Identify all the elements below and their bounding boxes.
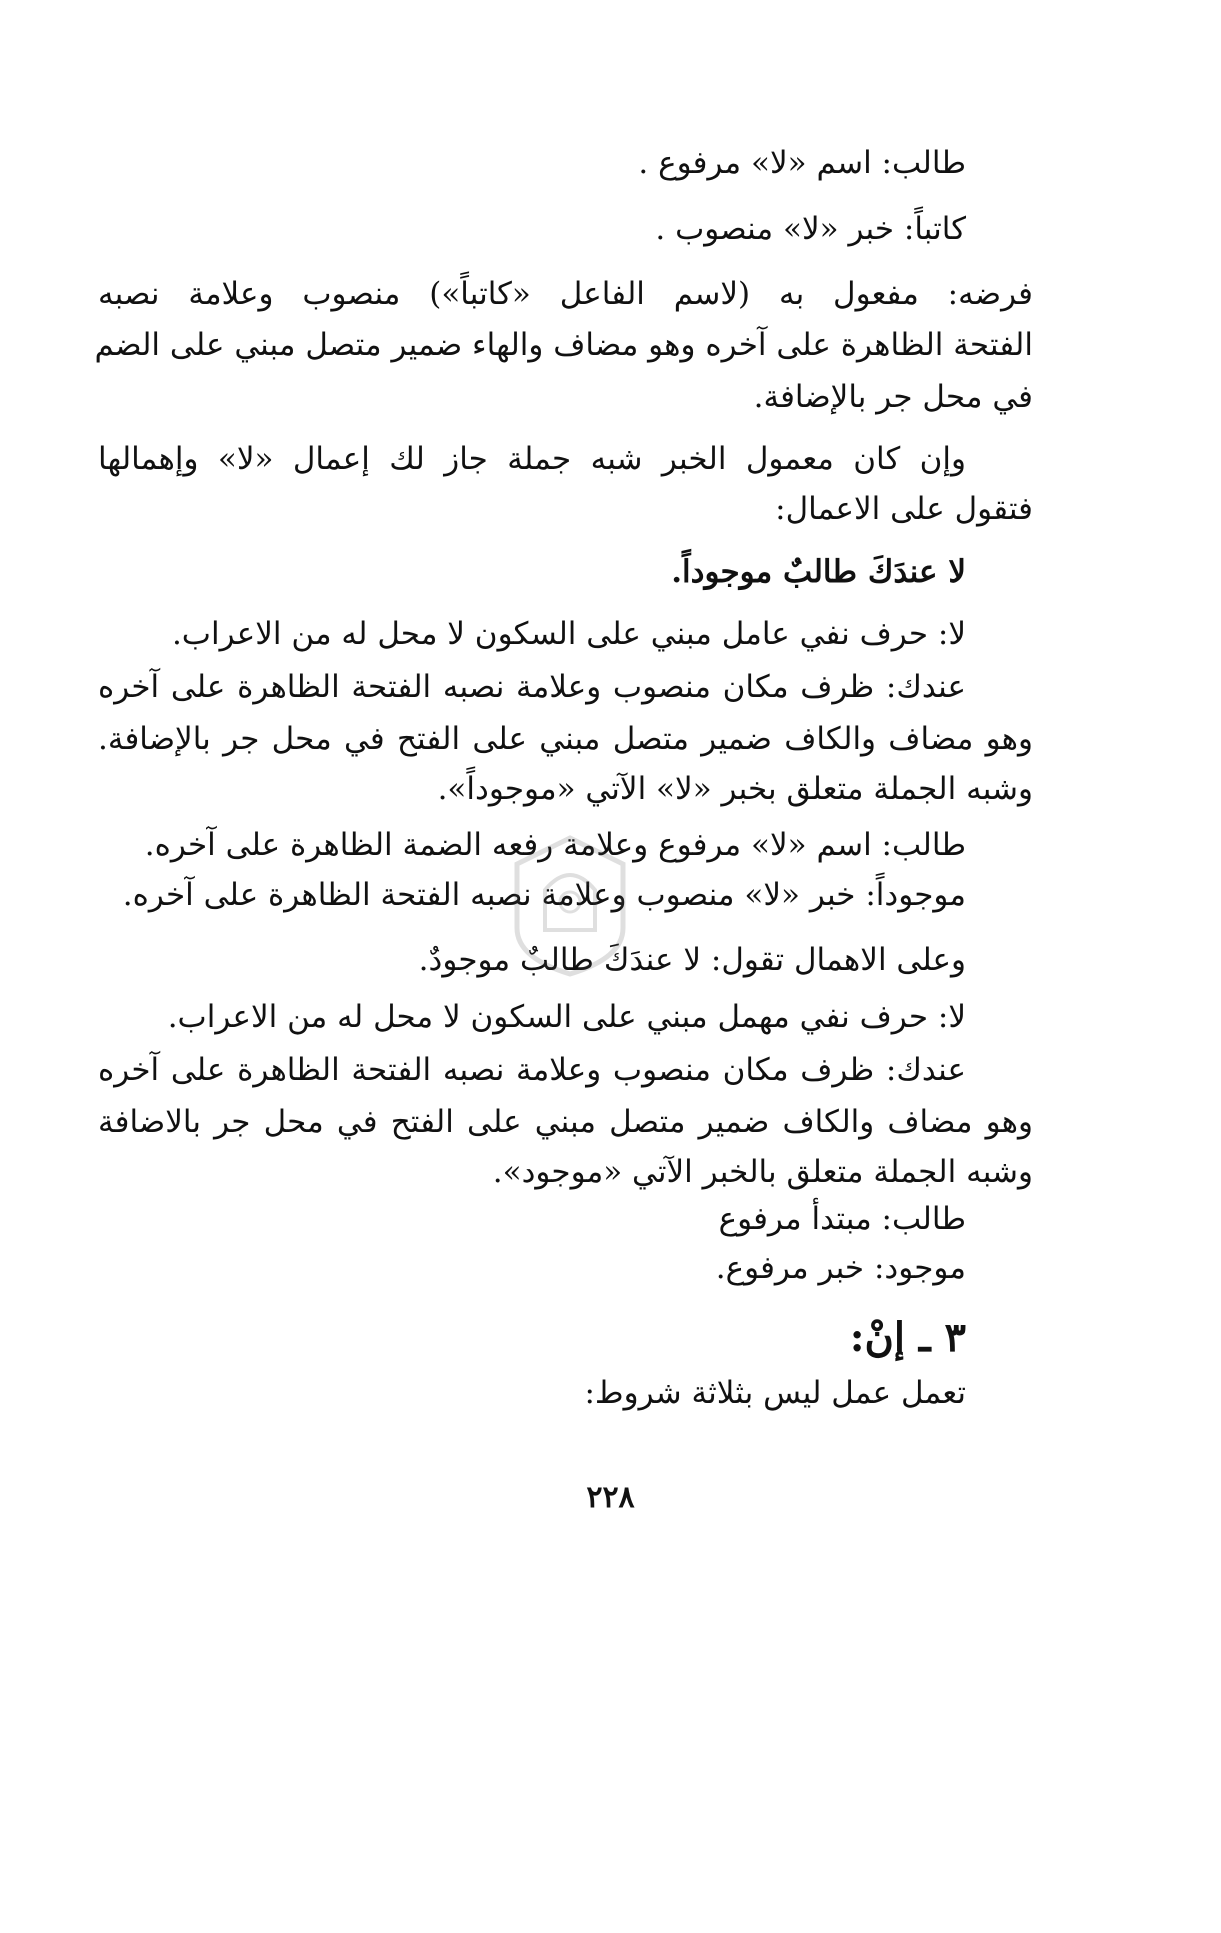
text-line: موجود: خبر مرفوع. [715,1250,966,1286]
text-line: وعلى الاهمال تقول: لا عندَكَ طالبٌ موجودٌ. [418,942,966,978]
text-line: موجوداً: خبر «لا» منصوب وعلامة نصبه الفتحة الظاهرة على آخره. [122,877,966,913]
example-sentence: لا عندَكَ طالبٌ موجوداً. [671,554,966,590]
text-line: وهو مضاف والكاف ضمير متصل مبني على الفتح في محل جر بالاضافة [98,1104,1033,1140]
text-line: وهو مضاف والكاف ضمير متصل مبني على الفتح في محل جر بالإضافة. [98,721,1033,757]
section-intro: تعمل عمل ليس بثلاثة شروط: [584,1375,966,1411]
text-line: فرضه: مفعول به (لاسم الفاعل «كاتباً») منصوب وعلامة نصبه [98,276,1033,312]
text-line: عندك: ظرف مكان منصوب وعلامة نصبه الفتحة الظاهرة على آخره [98,669,966,705]
section-heading: ٣ ـ إنْ: [849,1314,966,1361]
text-line: فتقول على الاعمال: [775,491,1033,527]
text-line: في محل جر بالإضافة. [753,379,1033,415]
library-seal-watermark [505,830,635,980]
text-line: عندك: ظرف مكان منصوب وعلامة نصبه الفتحة الظاهرة على آخره [98,1052,966,1088]
text-line: طالب: اسم «لا» مرفوع . [638,145,966,181]
text-line: كاتباً: خبر «لا» منصوب . [655,211,966,247]
text-line: لا: حرف نفي عامل مبني على السكون لا محل له من الاعراب. [171,616,966,652]
text-line: وشبه الجملة متعلق بخبر «لا» الآتي «موجوداً». [437,771,1033,807]
text-line: طالب: اسم «لا» مرفوع وعلامة رفعه الضمة الظاهرة على آخره. [144,827,966,863]
text-line: طالب: مبتدأ مرفوع [718,1201,966,1237]
text-line: وشبه الجملة متعلق بالخبر الآتي «موجود». [492,1154,1033,1190]
page-number: ٢٢٨ [586,1480,635,1515]
text-line: لا: حرف نفي مهمل مبني على السكون لا محل له من الاعراب. [167,999,966,1035]
text-line: وإن كان معمول الخبر شبه جملة جاز لك إعمال «لا» وإهمالها [98,441,966,477]
text-line: الفتحة الظاهرة على آخره وهو مضاف والهاء ضمير متصل مبني على الضم [94,327,1033,363]
